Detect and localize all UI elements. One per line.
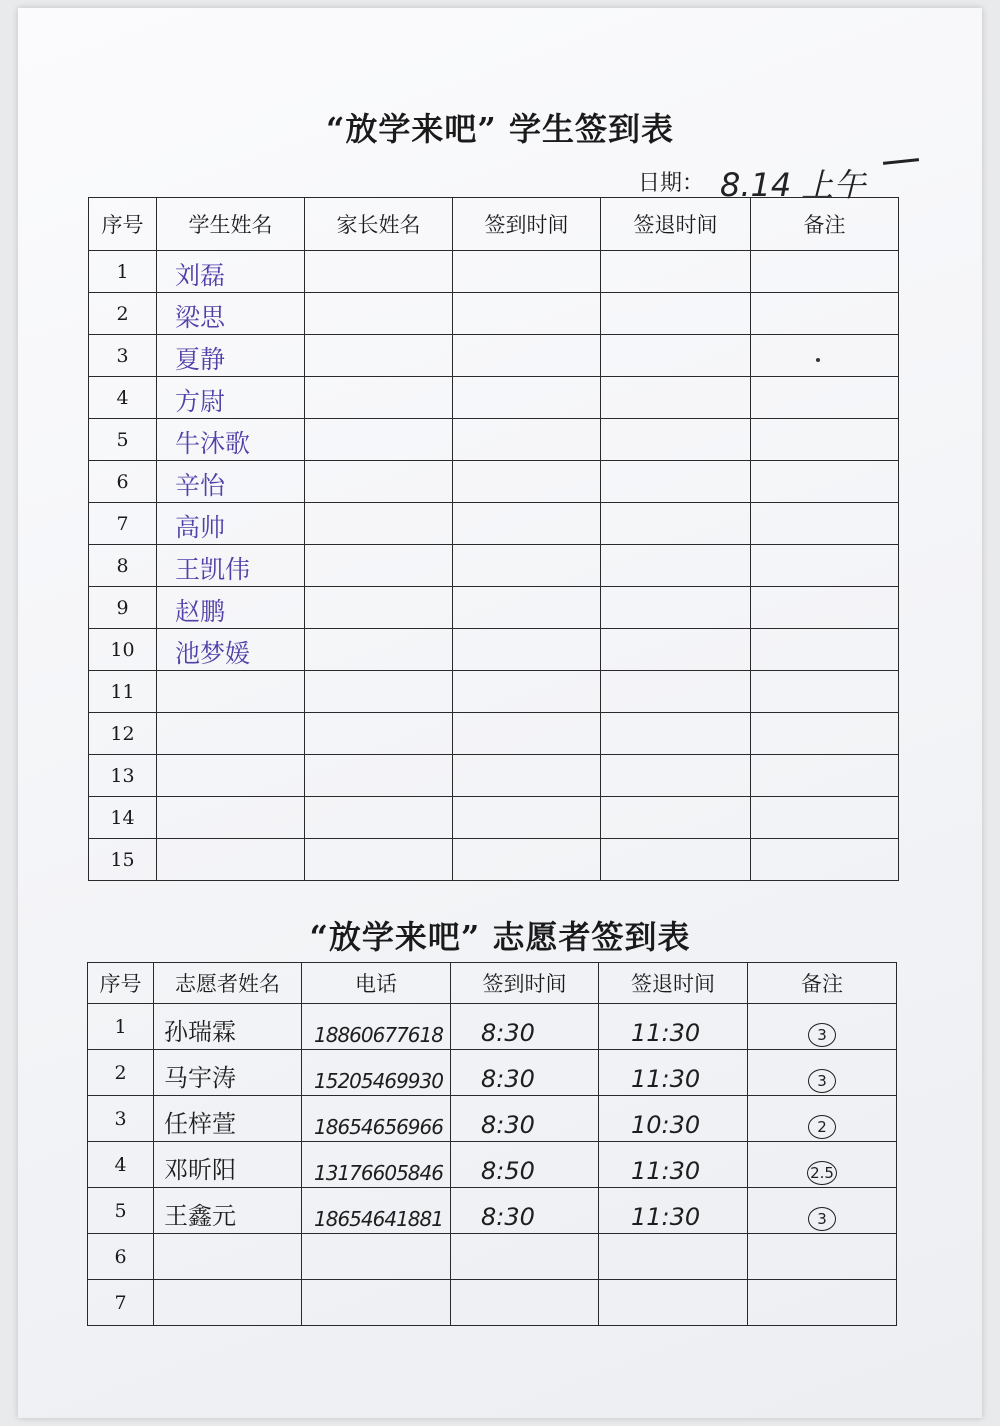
table-row [89, 335, 899, 377]
note-cell [748, 1096, 897, 1142]
note-cell [751, 839, 899, 881]
circled-hours: 3 [808, 1207, 836, 1231]
phone-cell: 18654641881 [302, 1188, 451, 1234]
phone-cell [302, 1280, 451, 1326]
checkout-cell: 11:30 [599, 1004, 748, 1050]
note-cell [751, 797, 899, 839]
checkout-cell [601, 587, 751, 629]
student-name-cell: 高帅 [157, 503, 305, 545]
row-number: 7 [88, 1280, 154, 1326]
row-number: 4 [89, 377, 157, 419]
volunteer-name-cell: 马宇涛 [154, 1050, 302, 1096]
student-name-cell [157, 797, 305, 839]
phone-cell [302, 1234, 451, 1280]
volunteer-table [87, 962, 897, 1326]
parent-name-cell [305, 839, 453, 881]
parent-name-cell [305, 251, 453, 293]
checkin-cell [451, 1280, 599, 1326]
checkin-cell [453, 755, 601, 797]
checkin-cell [453, 797, 601, 839]
header-parent-name: 家长姓名 [305, 198, 453, 251]
header-no: 序号 [88, 963, 154, 1004]
date-label: 日期： [638, 171, 705, 196]
note-cell [751, 629, 899, 671]
circled-hours: 2.5 [807, 1161, 837, 1185]
table-row [88, 1142, 897, 1188]
row-number: 6 [88, 1234, 154, 1280]
table-row [89, 797, 899, 839]
checkin-cell [453, 293, 601, 335]
row-number: 14 [89, 797, 157, 839]
checkin-cell: 8:30 [451, 1096, 599, 1142]
row-number: 5 [88, 1188, 154, 1234]
student-name-cell: 刘磊 [157, 251, 305, 293]
row-number: 1 [89, 251, 157, 293]
row-number: 11 [89, 671, 157, 713]
checkout-cell: 11:30 [599, 1188, 748, 1234]
parent-name-cell [305, 293, 453, 335]
checkout-cell [601, 461, 751, 503]
checkin-cell [453, 713, 601, 755]
volunteer-sheet-title: “放学来吧” 志愿者签到表 [309, 918, 691, 956]
checkin-cell [453, 545, 601, 587]
checkout-cell [601, 671, 751, 713]
note-cell [751, 713, 899, 755]
volunteer-name-cell: 孙瑞霖 [154, 1004, 302, 1050]
header-checkin: 签到时间 [451, 963, 599, 1004]
checkout-cell: 11:30 [599, 1142, 748, 1188]
note-cell [751, 755, 899, 797]
table-row [89, 419, 899, 461]
checkout-cell: 11:30 [599, 1050, 748, 1096]
student-name-cell [157, 755, 305, 797]
parent-name-cell [305, 755, 453, 797]
checkout-cell [601, 293, 751, 335]
header-note: 备注 [748, 963, 897, 1004]
table-row [89, 587, 899, 629]
row-number: 2 [89, 293, 157, 335]
parent-name-cell [305, 587, 453, 629]
table-row [89, 713, 899, 755]
checkin-cell [453, 419, 601, 461]
phone-cell: 13176605846 [302, 1142, 451, 1188]
table-row [88, 1004, 897, 1050]
circled-hours: 2 [808, 1115, 836, 1139]
header-note: 备注 [751, 198, 899, 251]
header-checkin: 签到时间 [453, 198, 601, 251]
volunteer-name-cell: 王鑫元 [154, 1188, 302, 1234]
parent-name-cell [305, 335, 453, 377]
table-row [89, 545, 899, 587]
student-name-cell: 池梦媛 [157, 629, 305, 671]
table-row [88, 1096, 897, 1142]
row-number: 9 [89, 587, 157, 629]
row-number: 10 [89, 629, 157, 671]
note-cell [748, 1188, 897, 1234]
checkout-cell [601, 251, 751, 293]
checkin-cell [453, 503, 601, 545]
volunteer-name-cell: 邓昕阳 [154, 1142, 302, 1188]
header-phone: 电话 [302, 963, 451, 1004]
parent-name-cell [305, 545, 453, 587]
checkout-cell [601, 713, 751, 755]
checkout-cell [601, 419, 751, 461]
checkin-cell: 8:30 [451, 1050, 599, 1096]
table-header-row [88, 963, 897, 1004]
note-cell [748, 1234, 897, 1280]
checkin-cell: 8:30 [451, 1188, 599, 1234]
student-name-cell: 辛怡 [157, 461, 305, 503]
checkout-cell [601, 503, 751, 545]
note-cell [751, 461, 899, 503]
checkout-cell [599, 1280, 748, 1326]
parent-name-cell [305, 671, 453, 713]
parent-name-cell [305, 419, 453, 461]
date-value: 8.14 上午 [720, 166, 866, 204]
row-number: 1 [88, 1004, 154, 1050]
header-checkout: 签退时间 [599, 963, 748, 1004]
row-number: 6 [89, 461, 157, 503]
volunteer-name-cell: 任梓萱 [154, 1096, 302, 1142]
circled-hours: 3 [808, 1069, 836, 1093]
row-number: 7 [89, 503, 157, 545]
ink-dot [816, 358, 820, 362]
table-row [88, 1050, 897, 1096]
table-row [89, 377, 899, 419]
header-no: 序号 [89, 198, 157, 251]
student-name-cell: 夏静 [157, 335, 305, 377]
note-cell [751, 251, 899, 293]
checkin-cell [453, 671, 601, 713]
parent-name-cell [305, 377, 453, 419]
phone-cell: 18860677618 [302, 1004, 451, 1050]
checkout-cell [601, 377, 751, 419]
row-number: 15 [89, 839, 157, 881]
row-number: 2 [88, 1050, 154, 1096]
row-number: 4 [88, 1142, 154, 1188]
student-name-cell: 牛沐歌 [157, 419, 305, 461]
student-name-cell: 王凯伟 [157, 545, 305, 587]
checkin-cell [453, 839, 601, 881]
note-cell [748, 1142, 897, 1188]
checkout-cell [601, 755, 751, 797]
student-name-cell: 梁思 [157, 293, 305, 335]
note-cell [751, 503, 899, 545]
parent-name-cell [305, 461, 453, 503]
table-row [89, 839, 899, 881]
note-cell [751, 335, 899, 377]
table-row [89, 461, 899, 503]
checkin-cell: 8:30 [451, 1004, 599, 1050]
table-row [89, 629, 899, 671]
parent-name-cell [305, 713, 453, 755]
student-name-cell: 赵鹏 [157, 587, 305, 629]
table-row [88, 1188, 897, 1234]
row-number: 8 [89, 545, 157, 587]
table-row [89, 251, 899, 293]
student-table [88, 197, 899, 881]
parent-name-cell [305, 629, 453, 671]
row-number: 3 [88, 1096, 154, 1142]
checkin-cell [451, 1234, 599, 1280]
checkout-cell [601, 335, 751, 377]
table-row [89, 293, 899, 335]
note-cell [748, 1004, 897, 1050]
parent-name-cell [305, 797, 453, 839]
note-cell [751, 671, 899, 713]
student-name-cell [157, 839, 305, 881]
volunteer-name-cell [154, 1280, 302, 1326]
note-cell [751, 377, 899, 419]
checkin-cell [453, 335, 601, 377]
header-volunteer-name: 志愿者姓名 [154, 963, 302, 1004]
note-cell [751, 545, 899, 587]
checkout-cell [601, 629, 751, 671]
student-name-cell [157, 713, 305, 755]
checkout-cell [601, 797, 751, 839]
row-number: 13 [89, 755, 157, 797]
circled-hours: 3 [808, 1023, 836, 1047]
table-row [89, 671, 899, 713]
checkin-cell [453, 461, 601, 503]
parent-name-cell [305, 503, 453, 545]
table-row [89, 503, 899, 545]
row-number: 5 [89, 419, 157, 461]
note-cell [748, 1280, 897, 1326]
note-cell [748, 1050, 897, 1096]
student-name-cell: 方尉 [157, 377, 305, 419]
checkin-cell [453, 629, 601, 671]
row-number: 3 [89, 335, 157, 377]
table-header-row [89, 198, 899, 251]
header-checkout: 签退时间 [601, 198, 751, 251]
checkout-cell: 10:30 [599, 1096, 748, 1142]
phone-cell: 15205469930 [302, 1050, 451, 1096]
table-row [88, 1280, 897, 1326]
header-student-name: 学生姓名 [157, 198, 305, 251]
student-name-cell [157, 671, 305, 713]
student-sheet-title: “放学来吧” 学生签到表 [326, 110, 674, 148]
row-number: 12 [89, 713, 157, 755]
checkout-cell [601, 545, 751, 587]
phone-cell: 18654656966 [302, 1096, 451, 1142]
table-row [89, 755, 899, 797]
checkout-cell [601, 839, 751, 881]
checkin-cell [453, 377, 601, 419]
volunteer-name-cell [154, 1234, 302, 1280]
checkin-cell [453, 251, 601, 293]
checkin-cell [453, 587, 601, 629]
note-cell [751, 293, 899, 335]
note-cell [751, 419, 899, 461]
table-row [88, 1234, 897, 1280]
checkin-cell: 8:50 [451, 1142, 599, 1188]
checkout-cell [599, 1234, 748, 1280]
note-cell [751, 587, 899, 629]
